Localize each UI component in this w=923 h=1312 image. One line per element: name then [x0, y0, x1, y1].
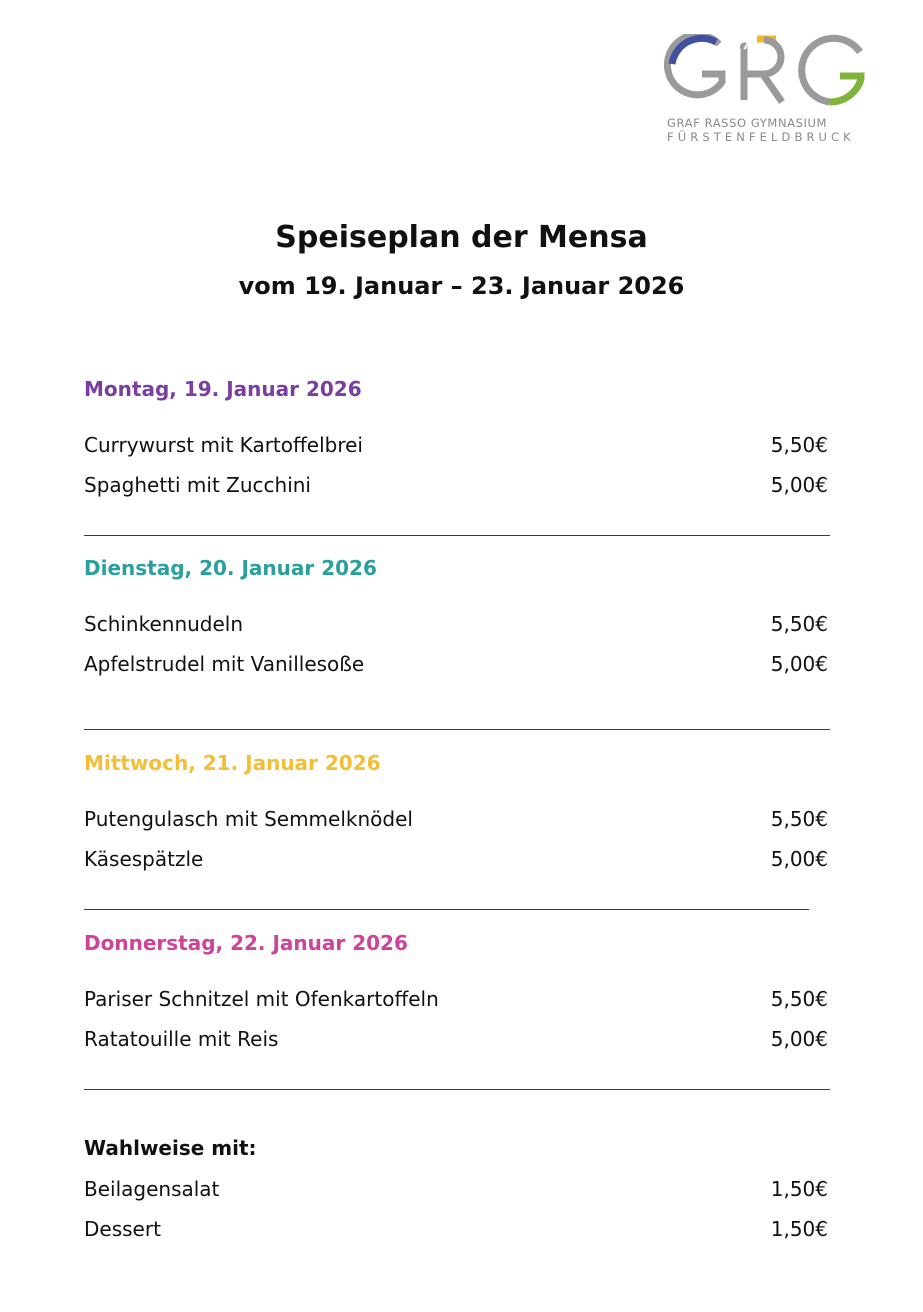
- extra-item: [84, 1217, 828, 1245]
- page-title: Speiseplan der Mensa: [275, 220, 648, 255]
- menu-item: [84, 987, 828, 1015]
- menu-item: [84, 807, 828, 835]
- logo-r-bowl: [744, 40, 781, 74]
- day-heading-wednesday: Mittwoch, 21. Januar 2026: [84, 751, 381, 775]
- extra-price: 1,50€: [770, 1177, 828, 1201]
- day-heading-monday: Montag, 19. Januar 2026: [84, 377, 362, 401]
- extra-name: Dessert: [84, 1217, 161, 1241]
- dish-price: 5,50€: [770, 987, 828, 1011]
- dish-price: 5,00€: [770, 1027, 828, 1051]
- dish-name: Currywurst mit Kartoffelbrei: [84, 433, 363, 457]
- dish-name: Schinkennudeln: [84, 612, 244, 636]
- divider: [84, 535, 830, 536]
- page-subtitle: vom 19. Januar – 23. Januar 2026: [238, 272, 685, 300]
- extra-price: 1,50€: [770, 1217, 828, 1241]
- grg-logo-mark: [664, 34, 869, 109]
- extra-name: Beilagensalat: [84, 1177, 220, 1201]
- logo-text-school: GRAF RASSO GYMNASIUM: [667, 116, 828, 130]
- menu-item: [84, 847, 828, 875]
- menu-item: [84, 612, 828, 640]
- menu-item: [84, 1027, 828, 1055]
- dish-name: Käsespätzle: [84, 847, 204, 871]
- dish-name: Apfelstrudel mit Vanillesoße: [84, 652, 365, 676]
- divider: [84, 729, 830, 730]
- menu-item: [84, 473, 828, 501]
- day-heading-thursday: Donnerstag, 22. Januar 2026: [84, 931, 408, 955]
- dish-name: Putengulasch mit Semmelknödel: [84, 807, 413, 831]
- dish-price: 5,00€: [770, 847, 828, 871]
- menu-item: [84, 433, 828, 461]
- extra-item: [84, 1177, 828, 1205]
- dish-price: 5,50€: [770, 807, 828, 831]
- dish-price: 5,50€: [770, 433, 828, 457]
- menu-item: [84, 652, 828, 680]
- logo-r-leg: [764, 76, 782, 102]
- dish-name: Ratatouille mit Reis: [84, 1027, 279, 1051]
- logo-text-town: FÜRSTENFELDBRUCK: [667, 130, 855, 144]
- extras-heading: Wahlweise mit:: [84, 1136, 257, 1160]
- divider: [84, 1089, 830, 1090]
- divider: [84, 909, 809, 910]
- dish-name: Pariser Schnitzel mit Ofenkartoffeln: [84, 987, 439, 1011]
- day-heading-tuesday: Dienstag, 20. Januar 2026: [84, 556, 377, 580]
- logo-g2-green: [830, 76, 861, 102]
- dish-name: Spaghetti mit Zucchini: [84, 473, 311, 497]
- dish-price: 5,00€: [770, 652, 828, 676]
- dish-price: 5,50€: [770, 612, 828, 636]
- school-logo: [664, 34, 869, 149]
- dish-price: 5,00€: [770, 473, 828, 497]
